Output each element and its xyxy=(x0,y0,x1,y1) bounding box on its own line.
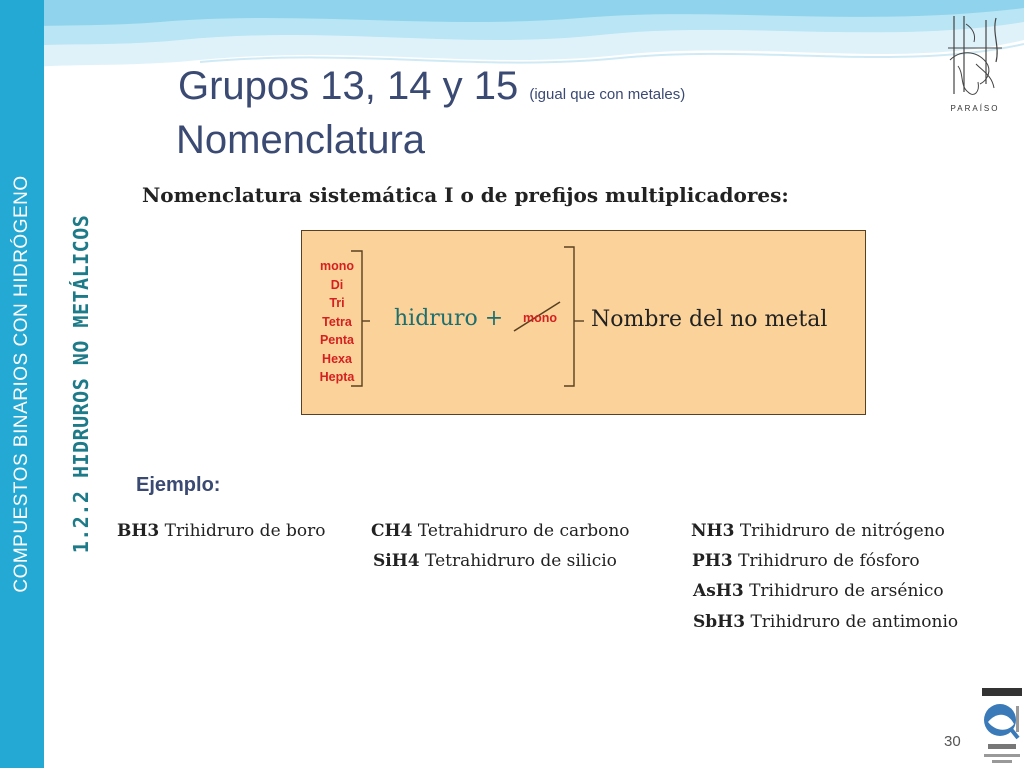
prefix-item: Hexa xyxy=(322,351,352,366)
prefix-item: mono xyxy=(319,259,355,273)
example-formula: CH4 xyxy=(371,521,413,541)
prefix-item: Tri xyxy=(329,296,345,310)
example-item xyxy=(692,551,920,571)
example-item xyxy=(373,551,617,571)
example-item xyxy=(693,612,958,632)
sidebar-title: COMPUESTOS BINARIOS CON HIDRÓGENO xyxy=(11,175,32,593)
example-item xyxy=(117,521,326,541)
subtitle: Nomenclatura sistemática I o de prefijos multiplicadores: xyxy=(142,183,789,207)
nombre-no-metal-label: Nombre del no metal xyxy=(591,307,828,332)
example-item xyxy=(691,521,945,541)
example-name: Trihidruro de antimonio xyxy=(750,612,959,632)
example-item xyxy=(371,521,630,541)
slide-title xyxy=(178,64,685,109)
example-name: Tetrahidruro de carbono xyxy=(417,521,630,541)
example-heading: Ejemplo: xyxy=(136,474,221,496)
example-name: Trihidruro de fósforo xyxy=(738,551,920,571)
title-main: Grupos 13, 14 y 15 xyxy=(178,64,519,108)
school-logo-icon xyxy=(946,14,1004,118)
example-name: Trihidruro de boro xyxy=(164,521,326,541)
example-formula: NH3 xyxy=(691,521,735,541)
example-formula: AsH3 xyxy=(693,581,744,601)
prefix-item: Di xyxy=(330,277,344,292)
section-label: 1.2.2 HIDRUROS NO METÁLICOS xyxy=(69,214,93,554)
slide-title-second: Nomenclatura xyxy=(176,118,426,162)
example-formula: SbH3 xyxy=(693,612,746,632)
example-item xyxy=(693,581,944,601)
nomenclature-diagram xyxy=(301,230,866,415)
example-formula: PH3 xyxy=(692,551,733,571)
hidruro-label: hidruro + xyxy=(394,306,504,331)
title-note: (igual que con metales) xyxy=(529,86,686,103)
logo-text: PARAÍSO xyxy=(950,104,1000,113)
example-name: Tetrahidruro de silicio xyxy=(425,551,617,571)
example-formula: BH3 xyxy=(117,521,160,541)
side-bar xyxy=(0,0,44,768)
page-number: 30 xyxy=(944,733,961,750)
prefix-item: Hepta xyxy=(319,370,355,384)
example-name: Trihidruro de nitrógeno xyxy=(739,521,945,541)
mono-crossed-label: mono xyxy=(523,311,558,325)
example-name: Trihidruro de arsénico xyxy=(749,581,944,601)
example-formula: SiH4 xyxy=(373,551,420,571)
prefix-item: Penta xyxy=(319,333,355,347)
certification-badge-icon xyxy=(980,688,1024,768)
prefix-item: Tetra xyxy=(322,314,352,329)
